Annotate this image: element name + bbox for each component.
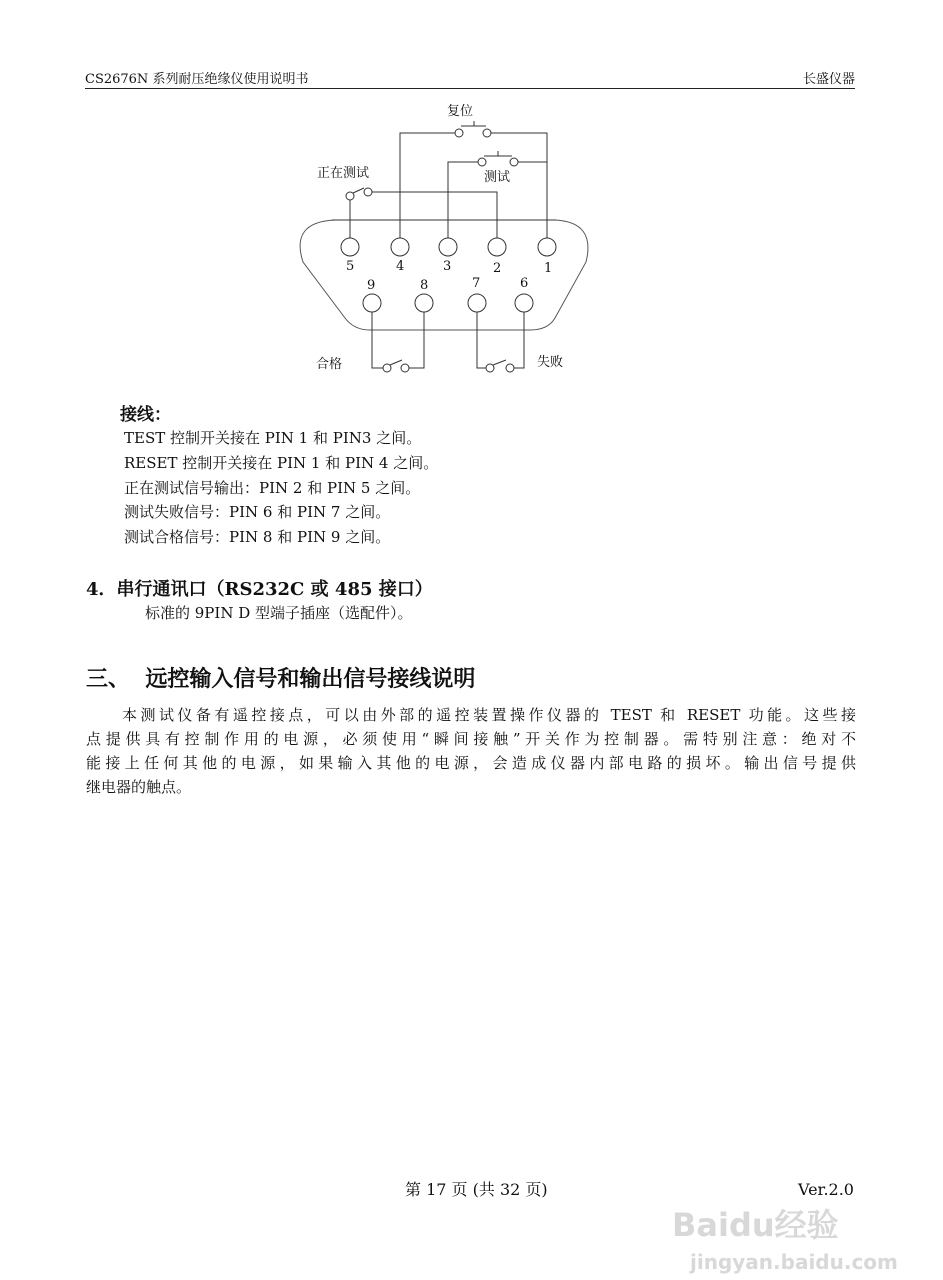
wiring-title: 接线： bbox=[120, 405, 171, 425]
label-testing: 正在测试 bbox=[317, 166, 370, 181]
label-test: 测试 bbox=[484, 170, 511, 185]
paragraph-line: 继电器的触点。 bbox=[86, 778, 192, 796]
pin-label: 5 bbox=[346, 259, 355, 274]
paragraph-line: 本测试仪备有遥控接点，可以由外部的遥控装置操作仪器的 TEST 和 RESET 功能。这些接 bbox=[122, 706, 856, 724]
header-company: 长盛仪器 bbox=[802, 72, 855, 87]
testing-switch bbox=[346, 188, 497, 238]
serial-desc: 标准的 9PIN D 型端子插座（选配件）。 bbox=[145, 604, 413, 622]
bottom-pins bbox=[363, 294, 533, 312]
db9-wiring-diagram bbox=[0, 0, 943, 400]
watermark-logo: Baidu经验 bbox=[672, 1206, 839, 1244]
paragraph-line: 点提供具有控制作用的电源，必须使用“瞬间接触”开关作为控制器。需特别注意：绝对不 bbox=[86, 730, 856, 748]
pin-label: 1 bbox=[544, 261, 553, 276]
wiring-line: TEST 控制开关接在 PIN 1 和 PIN3 之间。 bbox=[124, 429, 422, 447]
pin-label: 4 bbox=[396, 259, 405, 274]
pin-label: 8 bbox=[420, 278, 429, 293]
wiring-line: 测试合格信号：PIN 8 和 PIN 9 之间。 bbox=[124, 528, 391, 546]
serial-heading: 4．串行通讯口（RS232C 或 485 接口） bbox=[86, 579, 433, 600]
section-paragraph bbox=[86, 703, 856, 799]
version: Ver.2.0 bbox=[798, 1180, 854, 1199]
pin-label: 9 bbox=[367, 278, 376, 293]
pass-switch bbox=[372, 312, 424, 372]
label-pass: 合格 bbox=[316, 357, 343, 372]
pin-label: 7 bbox=[472, 276, 481, 291]
watermark-url: jingyan.baidu.com bbox=[690, 1250, 898, 1274]
label-fail: 失败 bbox=[537, 355, 564, 370]
header-title: CS2676N 系列耐压绝缘仪使用说明书 bbox=[85, 72, 309, 87]
wiring-line: RESET 控制开关接在 PIN 1 和 PIN 4 之间。 bbox=[124, 454, 439, 472]
section-heading: 三、 远控输入信号和输出信号接线说明 bbox=[86, 666, 476, 692]
wiring-line: 测试失败信号：PIN 6 和 PIN 7 之间。 bbox=[124, 503, 391, 521]
page-number: 第 17 页 (共 32 页) bbox=[405, 1180, 548, 1199]
label-reset: 复位 bbox=[447, 104, 474, 119]
fail-switch bbox=[477, 312, 524, 372]
pin-label: 3 bbox=[443, 259, 452, 274]
top-pins bbox=[341, 238, 556, 256]
pin-label: 2 bbox=[493, 261, 502, 276]
paragraph-line: 能接上任何其他的电源，如果输入其他的电源，会造成仪器内部电路的损坏。输出信号提供 bbox=[86, 754, 856, 772]
pin-label: 6 bbox=[520, 276, 529, 291]
wiring-line: 正在测试信号输出：PIN 2 和 PIN 5 之间。 bbox=[124, 479, 421, 497]
